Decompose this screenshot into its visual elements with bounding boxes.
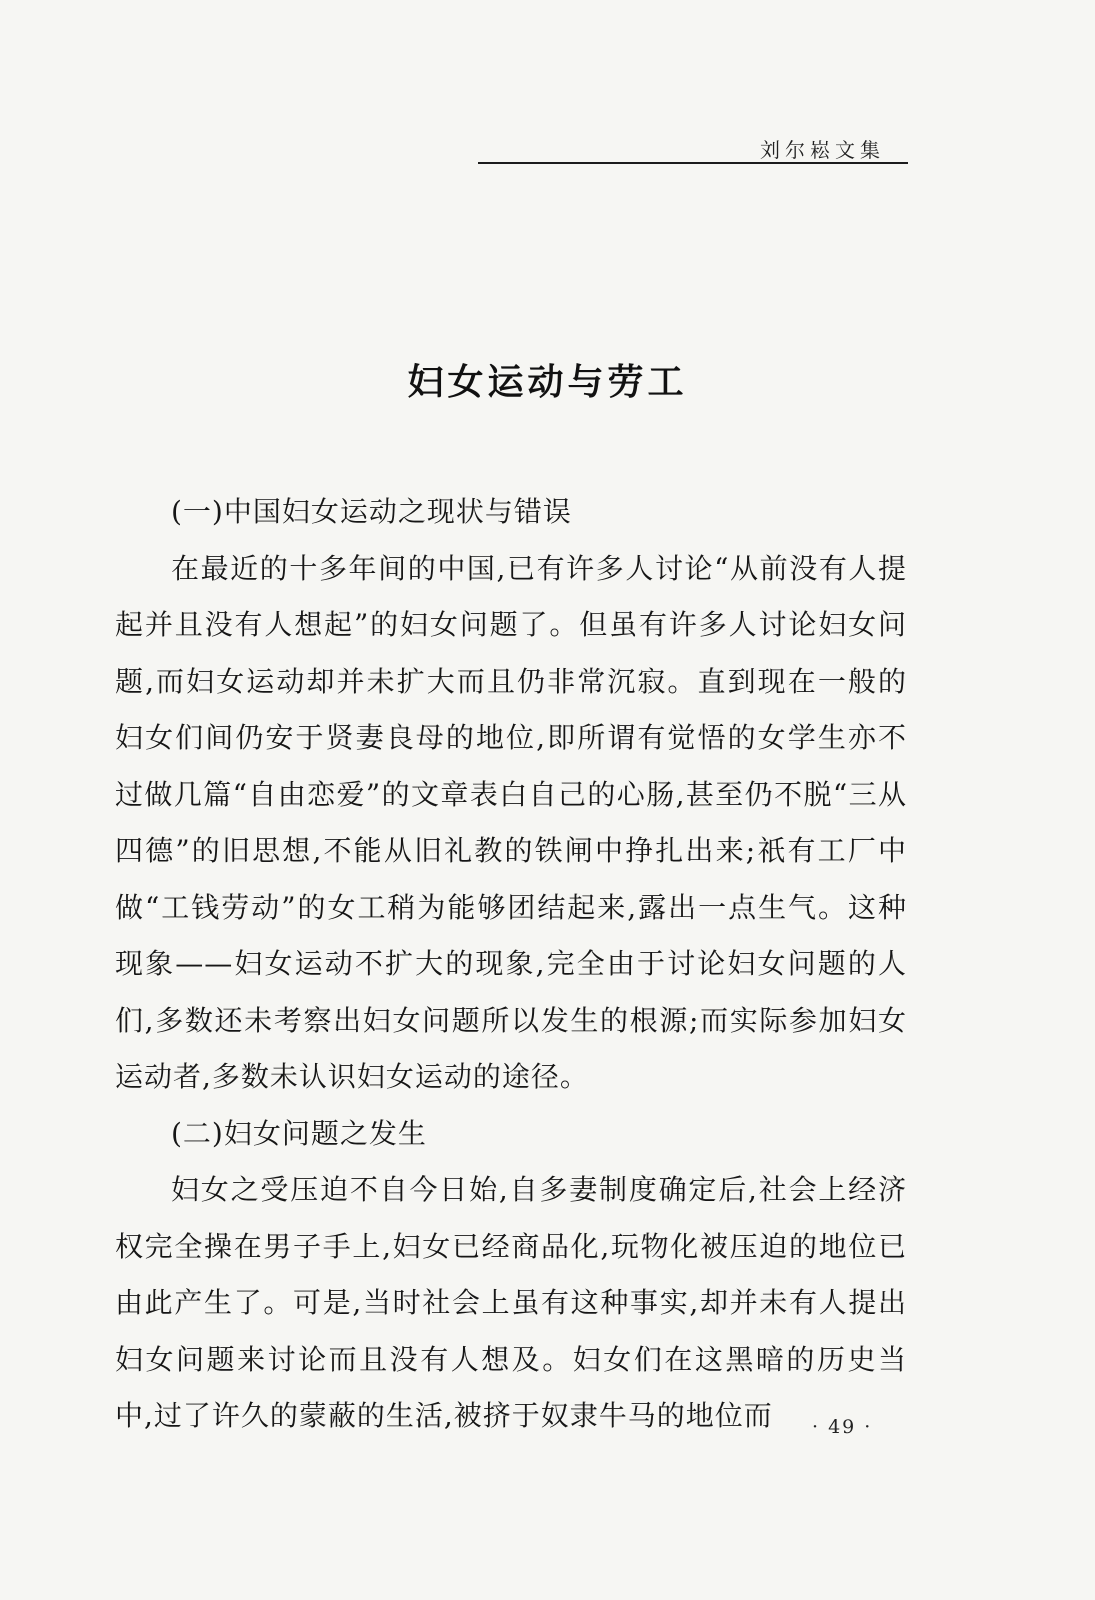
page-number: · 49 · (812, 1416, 873, 1438)
article-title: 妇女运动与劳工 (407, 362, 688, 404)
section-heading-1: (一)中国妇女运动之现状与错误 (171, 495, 572, 528)
paragraph-2: 妇女之受压迫不自今日始,自多妻制度确定后,社会上经济权完全操在男子手上,妇女已经商品化,玩物化被压迫的地位已由此产生了。可是,当时社会上虽有这种事实,却并未有人提出妇女问题来讨论而且没有人想及。妇女们在这黑暗的历史当中,过了许久的蒙蔽的生活,被挤于奴隶牛马的地位而 (115, 1173, 907, 1432)
article-body (115, 484, 907, 1445)
running-header: 刘尔崧文集 (760, 138, 885, 162)
header-rule (478, 162, 908, 164)
paragraph-1: 在最近的十多年间的中国,已有许多人讨论“从前没有人提起并且没有人想起”的妇女问题了。但虽有许多人讨论妇女问题,而妇女运动却并未扩大而且仍非常沉寂。直到现在一般的妇女们间仍安于贤妻良母的地位,即所谓有觉悟的女学生亦不过做几篇“自由恋爱”的文章表白自己的心肠,甚至仍不脱“三从四德”的旧思想,不能从旧礼教的铁闸中挣扎出来;祇有工厂中做“工钱劳动”的女工稍为能够团结起来,露出一点生气。这种现象——妇女运动不扩大的现象,完全由于讨论妇女问题的人们,多数还未考察出妇女问题所以发生的根源;而实际参加妇女运动者,多数未认识妇女运动的途径。 (115, 551, 907, 1093)
section-heading-2: (二)妇女问题之发生 (171, 1116, 427, 1150)
